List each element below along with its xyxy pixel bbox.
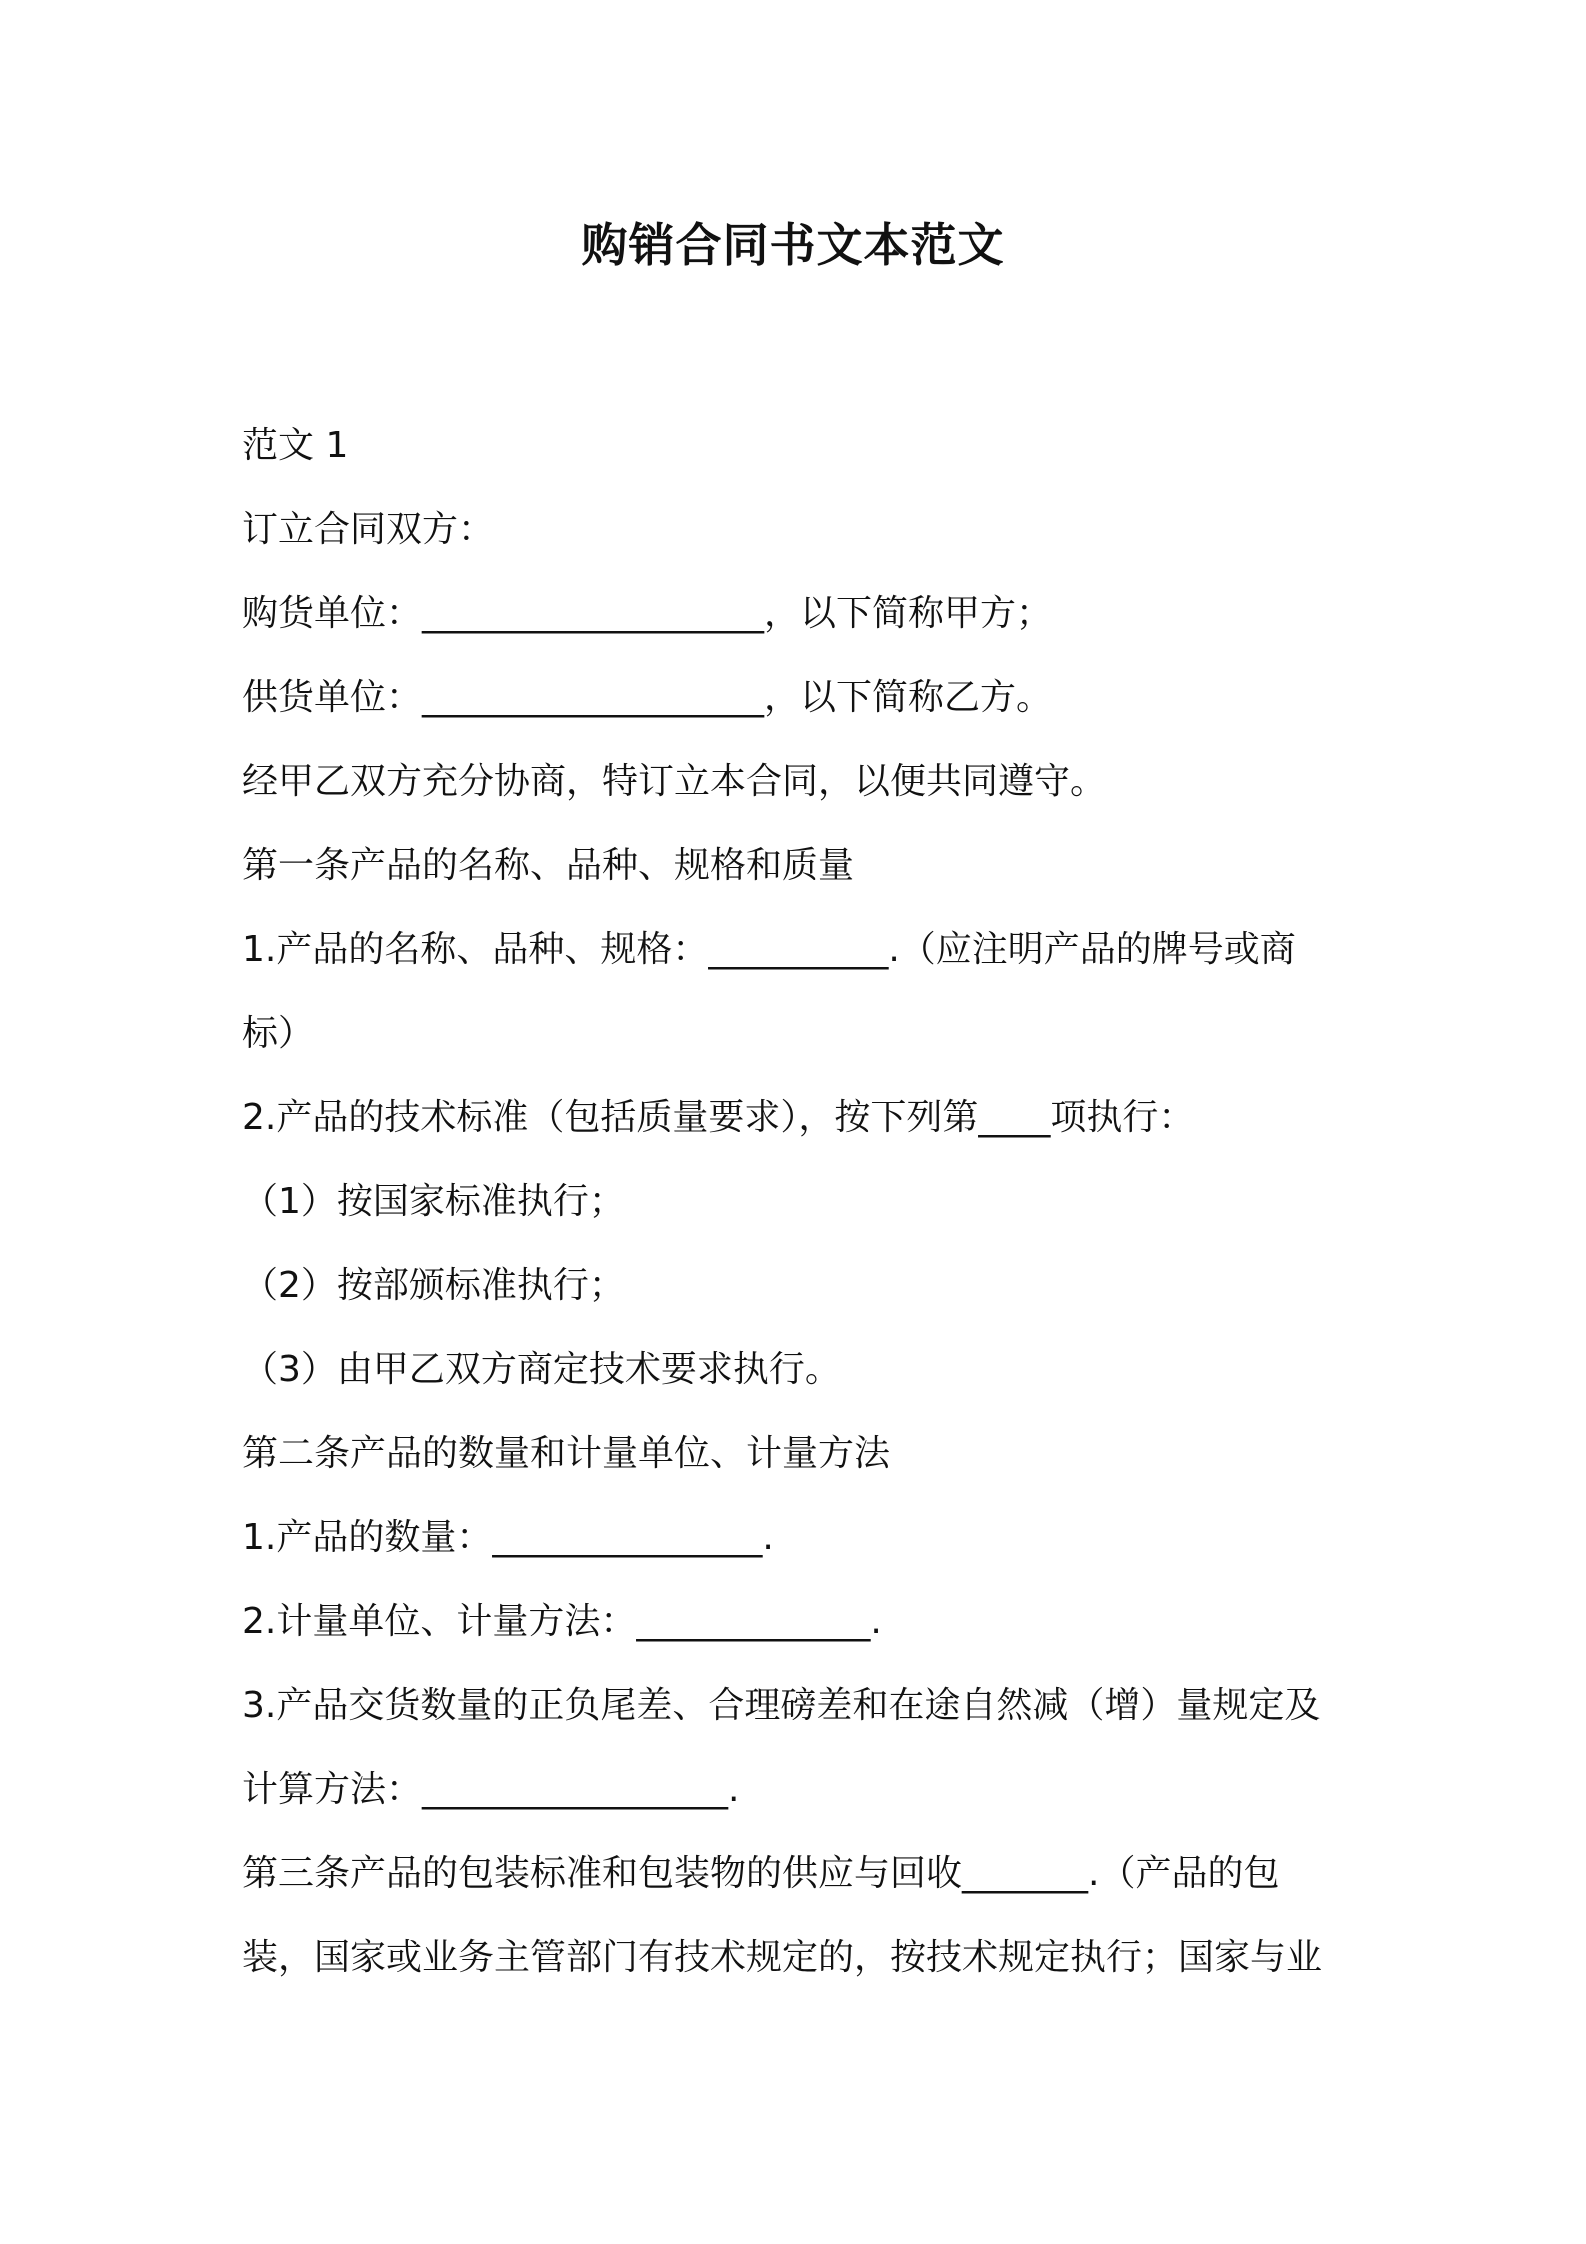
- paragraph-supplier: 供货单位：___________________，以下简称乙方。: [242, 677, 1053, 718]
- article-1-item-2: 2.产品的技术标准（包括质量要求），按下列第____项执行：: [242, 1097, 1195, 1138]
- article-1-item-1: 1.产品的名称、品种、规格：__________.（应注明产品的牌号或商: [242, 929, 1296, 970]
- article-1-heading: 第一条产品的名称、品种、规格和质量: [242, 845, 855, 886]
- article-2-item-2: 2.计量单位、计量方法：_____________.: [242, 1601, 882, 1642]
- paragraph-agreement: 经甲乙双方充分协商，特订立本合同，以便共同遵守。: [242, 761, 1107, 802]
- section-heading-sample-1: 范文 1: [242, 425, 349, 466]
- article-1-option-1: （1）按国家标准执行；: [242, 1181, 625, 1222]
- article-3-continued: 装，国家或业务主管部门有技术规定的，按技术规定执行；国家与业: [242, 1937, 1323, 1978]
- document-title: 购销合同书文本范文: [581, 218, 1005, 272]
- article-3-heading: 第三条产品的包装标准和包装物的供应与回收_______.（产品的包: [242, 1853, 1280, 1894]
- article-2-heading: 第二条产品的数量和计量单位、计量方法: [242, 1433, 891, 1474]
- document-body: [242, 404, 1362, 2000]
- article-1-option-2: （2）按部颁标准执行；: [242, 1265, 625, 1306]
- paragraph-parties: 订立合同双方：: [242, 509, 495, 550]
- paragraph-buyer: 购货单位：___________________，以下简称甲方；: [242, 593, 1053, 634]
- article-1-item-1-continued: 标）: [242, 1013, 315, 1054]
- article-2-item-3-continued: 计算方法：_________________.: [242, 1769, 740, 1810]
- article-2-item-1: 1.产品的数量：_______________.: [242, 1517, 774, 1558]
- article-1-option-3: （3）由甲乙双方商定技术要求执行。: [242, 1349, 841, 1390]
- article-2-item-3: 3.产品交货数量的正负尾差、合理磅差和在途自然减（增）量规定及: [242, 1685, 1321, 1726]
